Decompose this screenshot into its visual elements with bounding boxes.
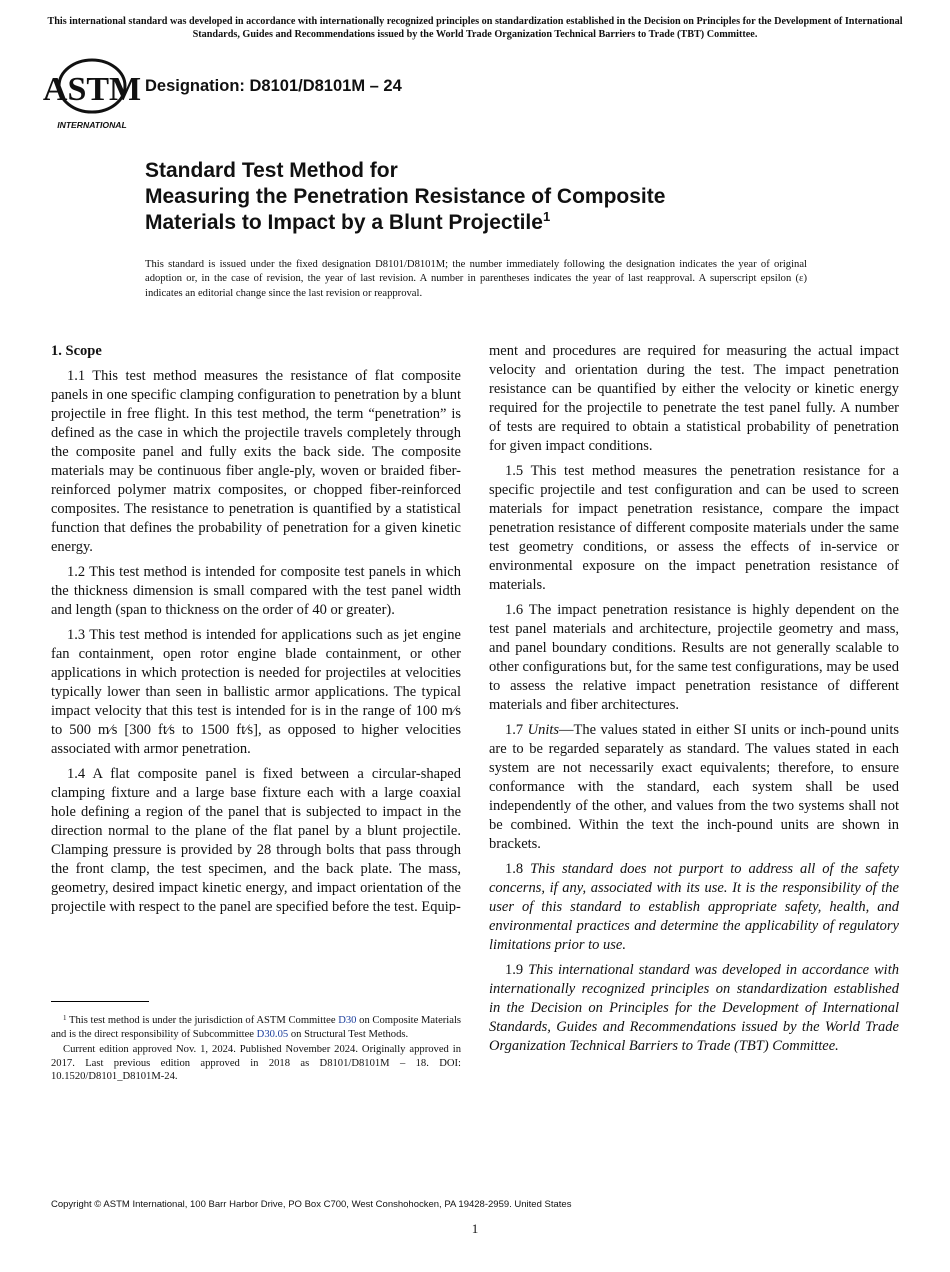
title-line-1: Standard Test Method for xyxy=(145,159,398,182)
title-line-3: Materials to Impact by a Blunt Projectile$^1$ xyxy=(145,209,551,234)
units-label: Units xyxy=(527,722,560,738)
left-column xyxy=(51,342,461,923)
paragraph-1-4-continued: ment and procedures are required for measuring the actual impact velocity and orientation during the test. The impact penetration resistance can be quantified by either the velocity or kinetic energy required for the projectile to penetrate the test panel fully. A number of tests are required to obtain a statistical probability of penetration for given impact conditions. xyxy=(489,343,899,454)
right-column xyxy=(489,342,899,1062)
footnote-edition: Current edition approved Nov. 1, 2024. Published November 2024. Originally approved in 2017. Last previous edition approved in 2018 as D8101/D8101M – 18. DOI: 10.1520/D8101_D8101M-24. xyxy=(51,1044,461,1083)
page-number: 1 xyxy=(471,1221,479,1236)
section-heading-scope: 1. Scope xyxy=(51,343,102,359)
astm-logo-icon xyxy=(42,56,142,132)
footnotes xyxy=(51,1014,461,1086)
logo-subtext: INTERNATIONAL xyxy=(57,120,127,130)
paragraph-1-3: 1.3 This test method is intended for applications such as jet engine fan containment, open rotor engine blade containment, or other applications in which protection is needed for projectiles at velocities typically lower than seen in ballistic armor applications. The typical impact velocity that this test is intended for is in the range of 100 m⁄s to 500 m⁄s [300 ft⁄s to 1500 ft⁄s], as opposed to higher velocities associated with armor penetration. xyxy=(51,627,461,757)
subcommittee-d30-05-link[interactable]: D30.05 xyxy=(256,1028,289,1040)
title-line-2: Measuring the Penetration Resistance of Composite xyxy=(145,185,666,208)
paragraph-1-2: 1.2 This test method is intended for composite test panels in which the thickness dimension is small compared with the test panel width and length (span to thickness on the order of 40 or greater). xyxy=(51,564,461,618)
title-footnote-mark: 1 xyxy=(542,209,551,224)
committee-d30-link[interactable]: D30 xyxy=(338,1015,357,1026)
designation: Designation: D8101/D8101M – 24 xyxy=(145,77,402,95)
paragraph-1-7: 1.7 Units—The values stated in either SI units or inch-pound units are to be regarded separately as standard. The values stated in each system are not necessarily exact equivalents; therefore, to ensure conformance with the standard, each system shall be used independently of the other, and values from the two systems shall not be combined. Within the text the inch-pound units are shown in brackets. xyxy=(489,722,899,852)
paragraph-1-1: 1.1 This test method measures the resistance of flat composite panels in one specific clamping configuration to penetration by a blunt projectile in free flight. In this test method, the term “penetration” is defined as the case in which the projectile travels completely through the composite panel and fully exits the back side. The composite materials may be continuous fiber angle-ply, woven or braided fiber-reinforced polymer matrix composites, or chopped fiber-reinforced composites. The resistance to penetration is quantified by a statistical function that defines the probability of penetration for a given kinetic energy. xyxy=(51,368,461,555)
paragraph-1-6: 1.6 The impact penetration resistance is highly dependent on the test panel materials and architecture, projectile geometry and mass, and panel boundary conditions. Results are not generally scalable to other configurations but, for the same test configurations, may be used to assess the relative impact penetration resistance of different materials and fiber architectures. xyxy=(489,602,899,713)
paragraph-1-4: 1.4 A flat composite panel is fixed between a circular-shaped clamping fixture and a large base fixture each with a large coaxial hole defining a region of the panel that is subjected to impact in the direction normal to the plane of the flat panel by a blunt projectile. Clamping pressure is provided by 28 through bolts that pass through the front clamp, the test specimen, and the back plate. The mass, geometry, desired impact kinetic energy, and impact orientation of the projectile with respect to the panel are specified before the test. Equip- xyxy=(51,766,461,915)
paragraph-1-5: 1.5 This test method measures the penetration resistance for a specific projectile and test configuration and can be used to screen materials for impact penetration resistance, compare the impact penetration resistance of different composite materials under the same test geometry conditions, or assess the effects of in-service or environmental exposure on the impact penetration resistance of materials. xyxy=(489,463,899,593)
astm-logo xyxy=(42,56,142,132)
paragraph-1-8: 1.8 This standard does not purport to address all of the safety concerns, if any, associated with its use. It is the responsibility of the user of this standard to establish appropriate safety, health, and environmental practices and determine the applicability of regulatory limitations prior to use. xyxy=(489,861,899,953)
footnote-1: $^1$ This test method is under the jurisdiction of ASTM Committee D30 on Composite Materials and is the direct responsibility of Subcommittee D30.05 on Structural Test Methods. xyxy=(51,1014,462,1040)
copyright: Copyright © ASTM International, 100 Barr Harbor Drive, PO Box C700, West Conshohocken, PA 19428-2959. United States xyxy=(51,1199,572,1210)
paragraph-1-9: 1.9 This international standard was developed in accordance with internationally recognized principles on standardization established in the Decision on Principles for the Development of International Standards, Guides and Recommendations issued by the World Trade Organization Technical Barriers to Trade (TBT) Committee. xyxy=(489,962,899,1054)
logo-text: ASTM xyxy=(42,71,142,108)
top-notice: This international standard was developed in accordance with internationally recognized principles on standardization established in the Decision on Principles for the Development of International Standards, Guides and Recommendations issued by the World Trade Organization Technical Barriers to Trade (TBT) Committee. xyxy=(47,16,903,40)
footnote-divider xyxy=(51,1001,149,1002)
document-title xyxy=(145,158,825,236)
issued-note: This standard is issued under the fixed designation D8101/D8101M; the number immediately following the designation indicates the year of original adoption or, in the case of revision, the year of last revision. A number in parentheses indicates the year of last reapproval. A superscript epsilon (ε) indicates an editorial change since the last revision or reapproval. xyxy=(145,259,807,299)
